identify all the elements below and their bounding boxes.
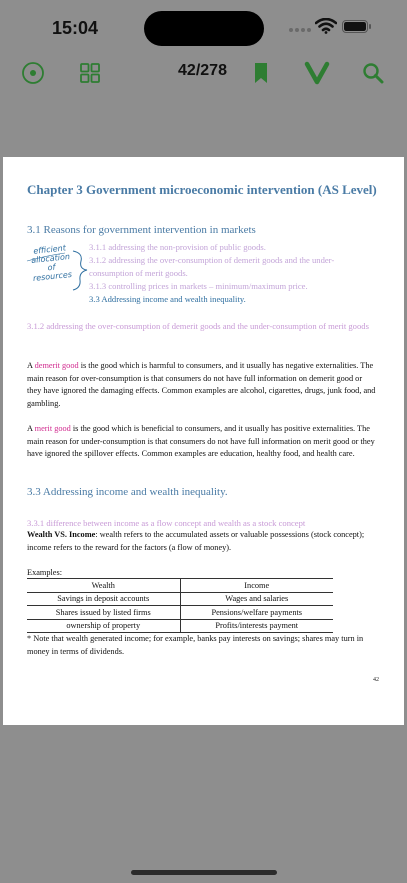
examples-label: Examples:	[27, 568, 63, 577]
toc-item: 3.1.2 addressing the over-consumption of demerit goods and the under-consumption of merit goods.	[89, 255, 335, 278]
grid-icon[interactable]	[77, 60, 103, 86]
section-title: 3.1 Reasons for government intervention in markets	[27, 224, 256, 236]
bookmark-icon[interactable]	[248, 60, 274, 86]
target-icon[interactable]	[20, 60, 46, 86]
toc-item: 3.1.3 controlling prices in markets – minimum/maximum price.	[89, 281, 308, 291]
toc-item: 3.3 Addressing income and wealth inequality.	[89, 294, 246, 304]
status-time: 15:04	[52, 18, 99, 38]
para-lead: A	[27, 424, 35, 433]
table-cell: ownership of property	[27, 619, 180, 633]
battery-icon	[342, 20, 372, 33]
chapter-title: Chapter 3 Government microeconomic intervention (AS Level)	[27, 182, 377, 197]
subheading-3-3-1: 3.3.1 difference between income as a flow concept and wealth as a stock concept	[27, 518, 306, 528]
page-number: 42	[373, 677, 379, 683]
table-header-row	[27, 579, 333, 593]
table-cell: Wages and salaries	[180, 592, 333, 606]
term-wealth-vs-income: Wealth VS. Income	[27, 530, 96, 539]
table-cell: Pensions/welfare payments	[180, 606, 333, 620]
search-icon[interactable]	[360, 60, 386, 86]
merit-good-paragraph	[27, 423, 377, 461]
table-row	[27, 592, 333, 606]
para-body: is the good which is beneficial to consumers, and it usually has positive externalities. The main reason for under-consumption is that consumers do not have full information on merit good or they have ignored the spillover effects. Common examples are education, healthy food, and health care.	[27, 424, 375, 458]
document-page[interactable]	[3, 157, 404, 725]
section-3-3-title: 3.3 Addressing income and wealth inequality.	[27, 486, 228, 498]
table-row	[27, 606, 333, 620]
table-cell: Shares issued by listed firms	[27, 606, 180, 620]
cellular-signal-icon	[289, 28, 311, 32]
highlighter-icon[interactable]	[304, 60, 330, 86]
dynamic-island	[144, 11, 264, 46]
annotation-text: efficient allocation of resources	[30, 243, 73, 283]
table-header: Wealth	[27, 579, 180, 593]
wealth-income-table	[27, 578, 333, 633]
wealth-income-paragraph	[27, 529, 377, 554]
wifi-icon	[315, 18, 337, 34]
para-body: : wealth refers to the accumulated assets or valuable possessions (stock concept); income refers to the reward for the factors (a flow of money).	[27, 530, 365, 552]
para-body: is the good which is harmful to consumers, and it usually has negative externalities. The main reason for over-consumption is that consumers do not have full information on demerit good or they have ignored the damaging effects. Common examples are alcohol, cigarettes, drugs, junk food, and gambling.	[27, 361, 376, 408]
wealth-note: * Note that wealth generated income; for example, banks pay interests on savings; shares may turn in money in terms of dividends.	[27, 634, 364, 656]
home-indicator[interactable]	[131, 870, 277, 875]
toc-item: 3.1.1 addressing the non-provision of public goods.	[89, 242, 266, 252]
subheading-3-1-2: 3.1.2 addressing the over-consumption of demerit goods and the under-consumption of merit goods	[27, 321, 369, 331]
table-cell: Savings in deposit accounts	[27, 592, 180, 606]
table-header: Income	[180, 579, 333, 593]
table-cell: Profits/interests payment	[180, 619, 333, 633]
demerit-good-paragraph	[27, 360, 377, 410]
page-indicator[interactable]: 42/278	[178, 62, 227, 79]
term-merit-good: merit good	[34, 424, 71, 433]
para-lead: A	[27, 361, 35, 370]
status-bar	[0, 0, 407, 52]
table-row	[27, 619, 333, 633]
term-demerit-good: demerit good	[34, 361, 79, 370]
